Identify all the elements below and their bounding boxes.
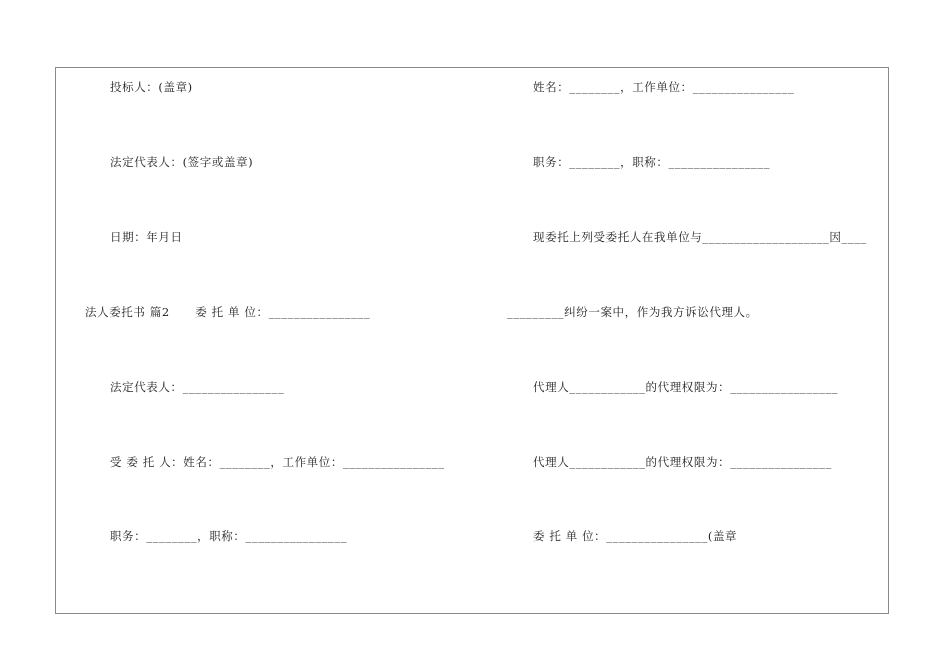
bidder-seal-line: 投标人：(盖章) [110, 80, 193, 94]
agent-authority-line-2: 代理人____________的代理权限为：________________ [533, 455, 832, 469]
dispute-statement-line: _________纠纷一案中，作为我方诉讼代理人。 [507, 305, 758, 319]
power-of-attorney-title-line: 法人委托书 篇2 委 托 单 位：________________ [85, 305, 371, 319]
agent-authority-line-1: 代理人____________的代理权限为：_________________ [533, 380, 839, 394]
date-line: 日期：年月日 [110, 230, 183, 244]
legal-rep-field: 法定代表人：________________ [110, 380, 285, 394]
trustee-position-title-field: 职务：________，职称：________________ [110, 529, 348, 543]
name-unit-field: 姓名：________，工作单位：________________ [533, 80, 795, 94]
trustee-name-unit-field: 受 委 托 人：姓名：________，工作单位：________________ [110, 455, 445, 469]
entrusting-unit-seal-line: 委 托 单 位：________________(盖章 [533, 529, 738, 543]
position-title-field: 职务：________，职称：________________ [533, 155, 771, 169]
entrust-statement-line: 现委托上列受委托人在我单位与____________________因____ [533, 230, 867, 244]
legal-rep-signature-line: 法定代表人：(签字或盖章) [110, 155, 254, 169]
